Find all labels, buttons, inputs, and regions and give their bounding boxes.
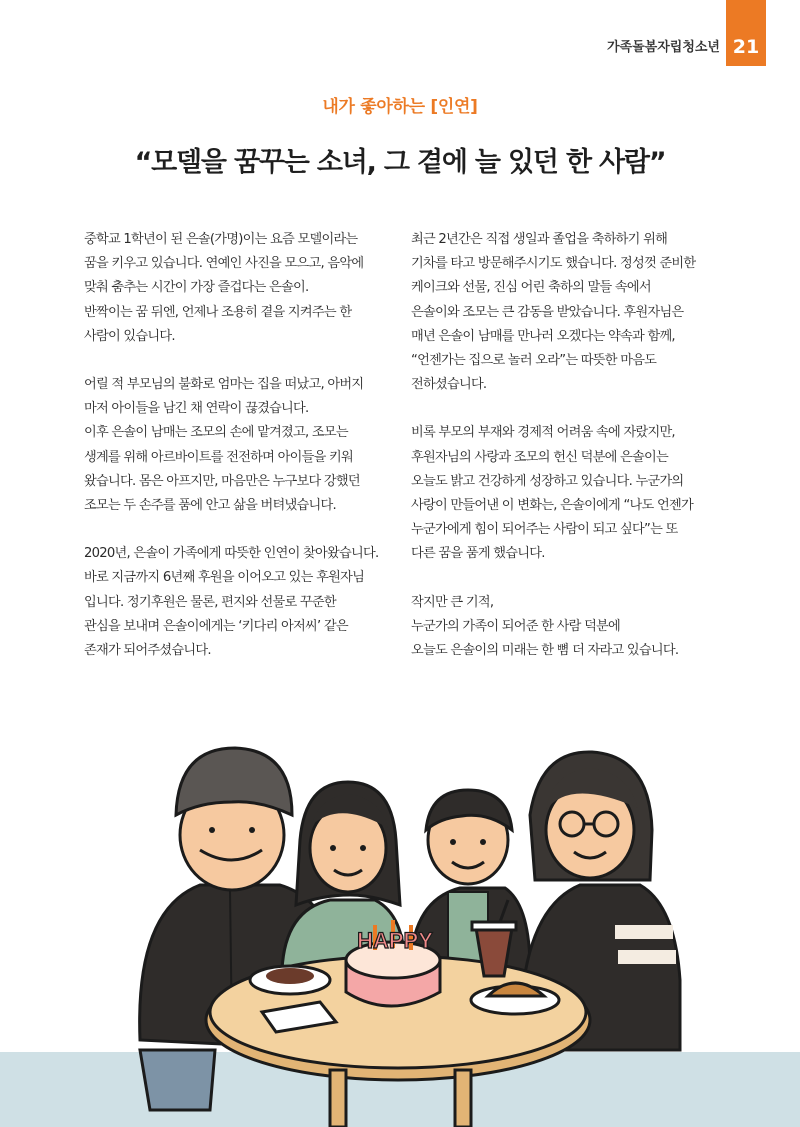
text-line: 오늘도 밝고 건강하게 성장하고 있습니다. 누군가의 xyxy=(411,473,684,489)
cookie-plate xyxy=(250,966,330,994)
text-line: 누군가의 가족이 되어준 한 사람 덕분에 xyxy=(411,618,621,634)
text-line: 누군가에게 힘이 되어주는 사람이 되고 싶다”는 또 xyxy=(411,522,678,538)
paragraph xyxy=(84,542,396,663)
text-line: 매년 은솔이 남매를 만나러 오겠다는 약속과 함께, xyxy=(411,328,675,344)
text-line: 꿈을 키우고 있습니다. 연예인 사진을 모으고, 음악에 xyxy=(84,256,364,272)
text-line: 오늘도 은솔이의 미래는 한 뼘 더 자라고 있습니다. xyxy=(411,643,679,659)
paragraph xyxy=(84,373,396,518)
text-line: “언젠가는 집으로 놀러 오라”는 따뜻한 마음도 xyxy=(411,353,657,369)
text-line: 전하셨습니다. xyxy=(411,377,487,393)
text-line: 조모는 두 손주를 품에 안고 삶을 버텨냈습니다. xyxy=(84,498,336,514)
text-line: 왔습니다. 몸은 아프지만, 마음만은 누구보다 강했던 xyxy=(84,473,360,489)
text-line: 기차를 타고 방문해주시기도 했습니다. 정성껏 준비한 xyxy=(411,256,696,272)
text-line: 다른 꿈을 품게 했습니다. xyxy=(411,546,545,562)
text-line: 반짝이는 꿈 뒤엔, 언제나 조용히 곁을 지켜주는 한 xyxy=(84,304,352,320)
text-line: 사람이 있습니다. xyxy=(84,328,175,344)
text-line: 관심을 보내며 은솔이에게는 ‘키다리 아저씨’ 같은 xyxy=(84,618,348,634)
text-line: 비록 부모의 부재와 경제적 어려움 속에 자랐지만, xyxy=(411,425,675,441)
paragraph xyxy=(411,421,723,566)
text-line: 작지만 큰 기적, xyxy=(411,594,494,610)
section-label: 내가 좋아하는 [인연] xyxy=(322,97,478,117)
text-line: 은솔이와 조모는 큰 감동을 받았습니다. 후원자님은 xyxy=(411,304,684,320)
text-line: 사랑이 만들어낸 이 변화는, 은솔이에게 “나도 언젠가 xyxy=(411,498,693,514)
left-column xyxy=(84,228,396,687)
text-line: 입니다. 정기후원은 물론, 편지와 선물로 꾸준한 xyxy=(84,594,336,610)
paragraph xyxy=(411,228,723,397)
paragraph xyxy=(84,228,396,349)
text-line: 존재가 되어주셨습니다. xyxy=(84,643,211,659)
text-line: 2020년, 은솔이 가족에게 따뜻한 인연이 찾아왔습니다. xyxy=(84,546,379,562)
text-line: 맞춰 춤추는 시간이 가장 즐겁다는 은솔이. xyxy=(84,280,309,296)
text-line: 후원자님의 사랑과 조모의 헌신 덕분에 은솔이는 xyxy=(411,449,668,465)
text-line: 어릴 적 부모님의 불화로 엄마는 집을 떠났고, 아버지 xyxy=(84,377,364,393)
page-number: 21 xyxy=(732,36,760,58)
family-birthday-illustration xyxy=(0,720,800,1127)
running-title: 가족돌봄자립청소년 xyxy=(606,40,720,55)
text-line: 마저 아이들을 남긴 채 연락이 끊겼습니다. xyxy=(84,401,309,417)
text-line: 바로 지금까지 6년째 후원을 이어오고 있는 후원자님 xyxy=(84,570,365,586)
right-column xyxy=(411,228,723,687)
page-title: “모델을 꿈꾸는 소녀, 그 곁에 늘 있던 한 사람” xyxy=(134,147,666,178)
text-line: 케이크와 선물, 진심 어린 축하의 말들 속에서 xyxy=(411,280,651,296)
cake-happy-text: HAPPY xyxy=(357,928,433,953)
text-line: 생계를 위해 아르바이트를 전전하며 아이들을 키워 xyxy=(84,449,353,465)
text-line: 최근 2년간은 직접 생일과 졸업을 축하하기 위해 xyxy=(411,232,668,247)
page-number-tab xyxy=(726,0,766,66)
paragraph xyxy=(411,591,723,664)
text-line: 중학교 1학년이 된 은솔(가명)이는 요즘 모델이라는 xyxy=(84,232,358,247)
text-line: 이후 은솔이 남매는 조모의 손에 맡겨졌고, 조모는 xyxy=(84,425,348,441)
